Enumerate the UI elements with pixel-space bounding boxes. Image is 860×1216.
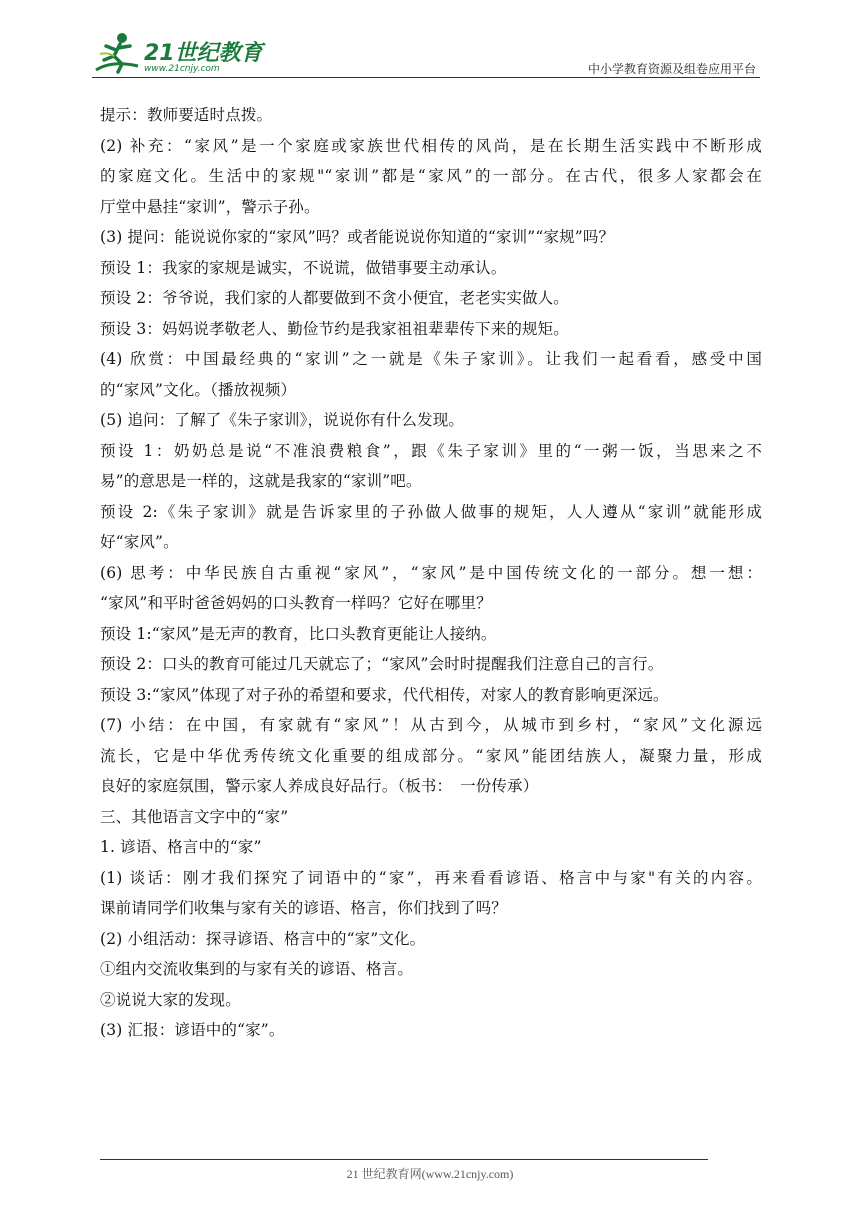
- document-body: [100, 100, 762, 1046]
- text-line: 预设 3：妈妈说孝敬老人、勤俭节约是我家祖祖辈辈传下来的规矩。: [100, 319, 569, 338]
- text-line: 预设 2：口头的教育可能过几天就忘了；“家风”会时时提醒我们注意自己的言行。: [100, 655, 664, 673]
- text-line: (4) 欣赏：中国最经典的“家训”之一就是《朱子家训》。让我们一起看看，感受中国: [100, 350, 762, 368]
- text-line: 的“家风”文化。（播放视频）: [100, 380, 297, 399]
- text-line: 流长，它是中华优秀传统文化重要的组成部分。“家风”能团结族人，凝聚力量，形成: [100, 746, 762, 765]
- text-line: 易”的意思是一样的，这就是我家的“家训”吧。: [100, 472, 422, 490]
- text-line: 预设 2：爷爷说，我们家的人都要做到不贪小便宜，老老实实做人。: [100, 289, 569, 307]
- text-line: 预设 3:“家风”体现了对子孙的希望和要求，代代相传，对家人的教育影响更深远。: [100, 685, 669, 704]
- platform-name: 中小学教育资源及组卷应用平台: [587, 62, 756, 76]
- runner-logo-icon: [92, 30, 144, 76]
- text-line: ②说说大家的发现。: [100, 990, 241, 1009]
- text-line: 预设 1:“家风”是无声的教育，比口头教育更能让人接纳。: [100, 624, 497, 643]
- text-line: 提示：教师要适时点拨。: [100, 106, 273, 124]
- text-line: 预设 2:《朱子家训》就是告诉家里的子孙做人做事的规矩，人人遵从“家训”就能形成: [100, 502, 762, 521]
- page-footer: 21 世纪教育网(www.21cnjy.com): [346, 1167, 514, 1181]
- text-line: (2) 小组活动：探寻谚语、格言中的“家”文化。: [100, 929, 426, 948]
- text-line: 三、其他语言文字中的“家”: [100, 807, 289, 826]
- text-line: 的家庭文化。生活中的家规"“家训”都是“家风”的一部分。在古代，很多人家都会在: [100, 167, 762, 185]
- text-line: 好“家风”。: [100, 533, 179, 551]
- footer-divider: [100, 1159, 708, 1160]
- text-line: (6) 思考：中华民族自古重视“家风”，“家风”是中国传统文化的一部分。想一想：: [100, 563, 762, 582]
- page-header: [0, 0, 860, 80]
- text-line: (3) 汇报：谚语中的“家”。: [100, 1021, 285, 1039]
- text-line: 厅堂中悬挂“家训”，警示子孙。: [100, 197, 320, 216]
- text-line: (3) 提问：能说说你家的“家风”吗？或者能说说你知道的“家训”“家规”吗？: [100, 228, 615, 246]
- logo-text: 21世纪教育: [144, 41, 263, 66]
- text-line: 预设 1：我家的家规是诚实，不说谎，做错事要主动承认。: [100, 258, 507, 277]
- text-line: (5) 追问：了解了《朱子家训》，说说你有什么发现。: [100, 411, 465, 429]
- text-line: 预设 1：奶奶总是说“不准浪费粮食”，跟《朱子家训》里的“一粥一饭，当思来之不: [100, 441, 762, 460]
- text-line: (7) 小结：在中国，有家就有“家风”！从古到今，从城市到乡村，“家风”文化源远: [100, 716, 762, 734]
- text-line: (1) 谈话：刚才我们探究了词语中的“家”，再来看看谚语、格言中与家"有关的内容。: [100, 868, 762, 887]
- text-line: 良好的家庭氛围，警示家人养成良好品行。（板书： 一份传承）: [100, 777, 539, 795]
- text-line: “家风”和平时爸爸妈妈的口头教育一样吗？它好在哪里？: [100, 594, 492, 612]
- text-line: 课前请同学们收集与家有关的谚语、格言，你们找到了吗？: [100, 899, 507, 917]
- header-divider: [92, 77, 760, 78]
- text-line: (2) 补充：“家风”是一个家庭或家族世代相传的风尚，是在长期生活实践中不断形成: [100, 136, 762, 155]
- logo-url: www.21cnjy.com: [144, 64, 220, 74]
- text-line: ①组内交流收集到的与家有关的谚语、格言。: [100, 960, 414, 978]
- text-line: 1. 谚语、格言中的“家”: [100, 838, 262, 856]
- site-logo: [92, 30, 272, 80]
